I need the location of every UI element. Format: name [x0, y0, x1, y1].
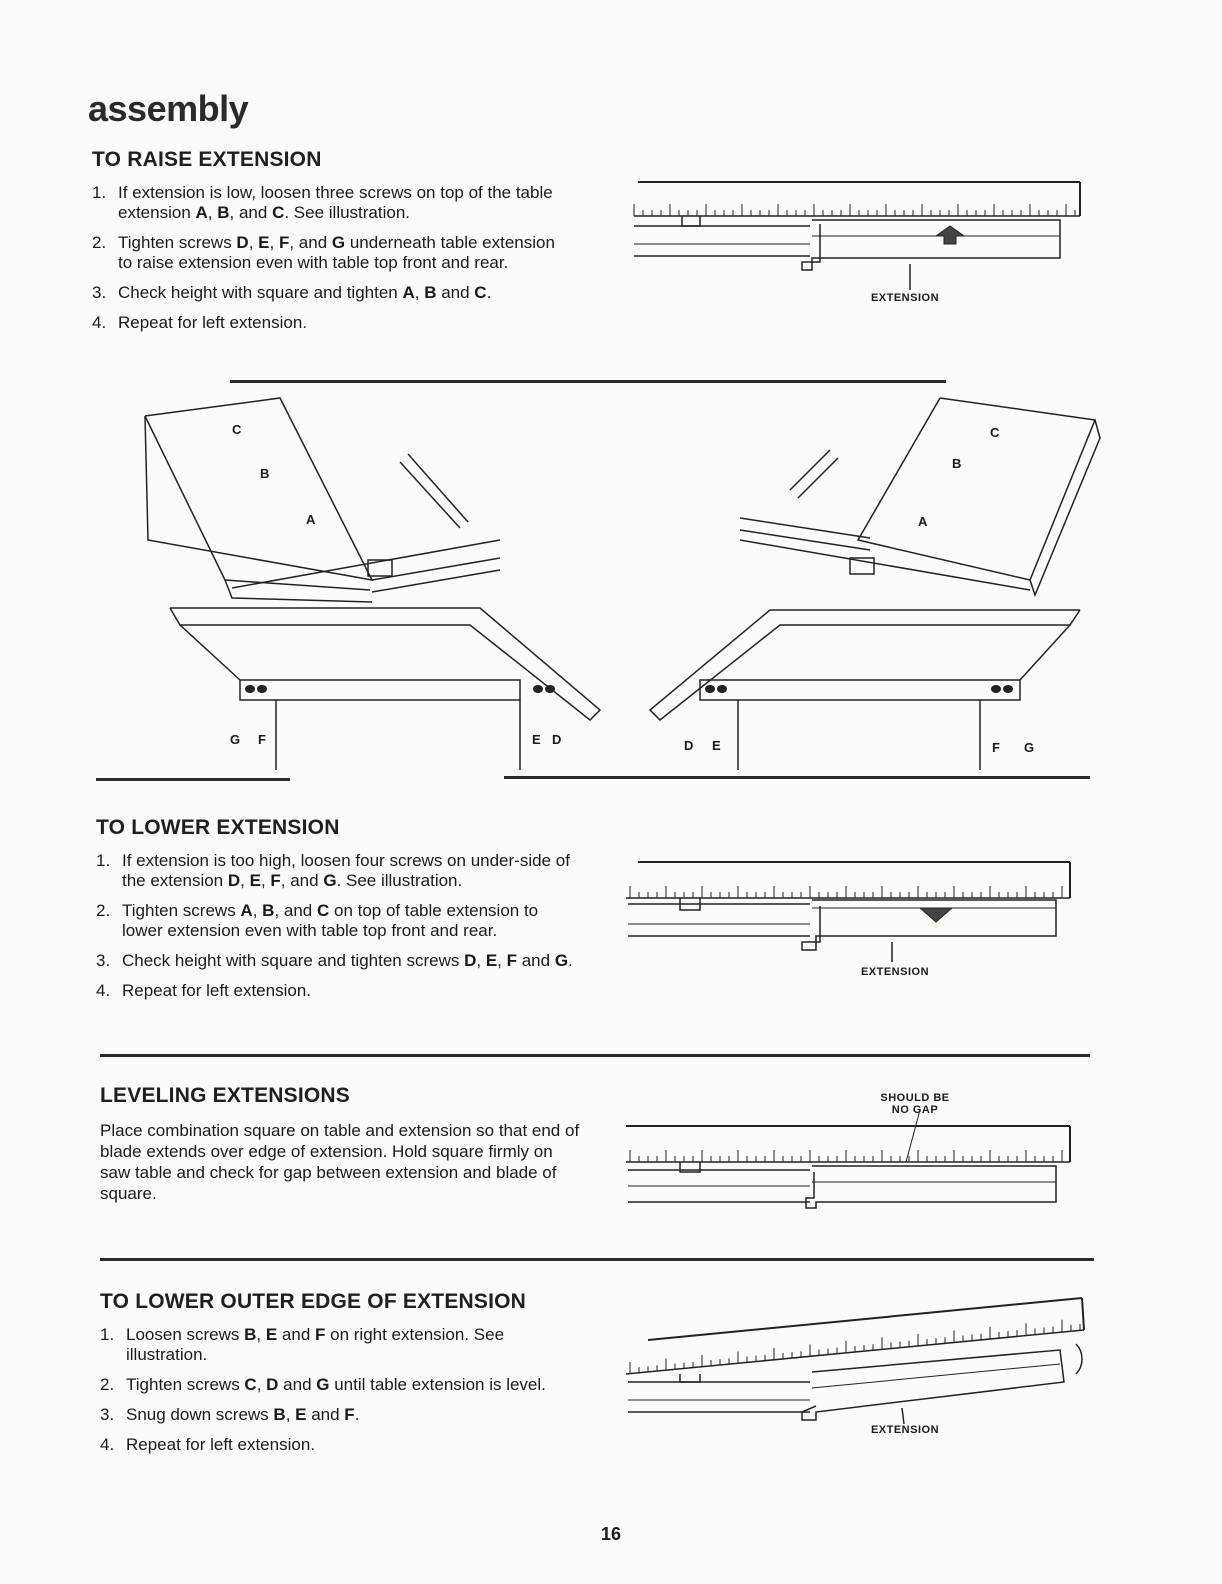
lower-steps	[96, 851, 576, 1011]
lower-square-diagram	[620, 858, 1080, 968]
outer-steps	[100, 1325, 580, 1465]
left-extension-top-view	[145, 398, 500, 602]
label-d-right: D	[684, 738, 694, 753]
extension-piece-tilted	[802, 1350, 1064, 1420]
lower-arrow-icon	[920, 908, 952, 922]
square-blade	[626, 1298, 1084, 1374]
square-blade	[626, 862, 1070, 898]
step-item	[100, 1405, 580, 1425]
divider	[504, 776, 1090, 779]
label-e-right: E	[712, 738, 721, 753]
step-text: Repeat for left extension.	[126, 1435, 316, 1454]
leveling-caption-line2: NO GAP	[891, 1104, 939, 1116]
step-item	[92, 313, 572, 333]
step-text: Snug down screws B, E and F.	[126, 1405, 360, 1424]
step-text: Check height with square and tighten screws D, E, F and G.	[122, 951, 573, 970]
raise-square-diagram	[620, 178, 1090, 308]
step-item	[92, 233, 572, 273]
outer-heading: TO LOWER OUTER EDGE OF EXTENSION	[100, 1290, 527, 1313]
step-text: Loosen screws B, E and F on right extension. See illustration.	[126, 1325, 505, 1364]
label-g-right: G	[1024, 740, 1035, 755]
step-number: 2.	[92, 233, 107, 252]
ruler-ticks	[634, 204, 1075, 216]
table-surface	[628, 898, 810, 936]
screw-location-illustration	[0, 380, 1222, 800]
step-text: If extension is low, loosen three screws on top of the table extension A, B, and C. See illustration.	[118, 183, 553, 222]
raise-steps	[92, 183, 572, 343]
step-number: 1.	[92, 183, 107, 202]
square-blade	[634, 182, 1080, 216]
divider	[100, 1258, 1094, 1261]
step-number: 3.	[96, 951, 111, 970]
divider	[96, 778, 290, 781]
divider	[100, 1054, 1090, 1057]
outer-edge-square-diagram	[620, 1296, 1100, 1426]
step-item	[100, 1435, 580, 1455]
page-title: assembly	[88, 88, 249, 129]
step-item	[100, 1375, 580, 1395]
leveling-paragraph: Place combination square on table and extension so that end of blade extends over edge of extension. Hold square firmly on saw table and check for gap between extension and blade of square.	[100, 1121, 580, 1203]
right-extension-top-view	[740, 398, 1100, 595]
step-item	[96, 901, 576, 941]
raise-heading: TO RAISE EXTENSION	[92, 148, 322, 171]
label-d-left: D	[552, 732, 562, 747]
label-g-left: G	[230, 732, 241, 747]
extension-piece	[806, 1166, 1056, 1208]
raise-arrow-icon	[936, 226, 964, 244]
step-number: 2.	[96, 901, 111, 920]
step-number: 4.	[92, 313, 107, 332]
label-a-right: A	[918, 514, 928, 529]
raise-caption: EXTENSION	[870, 292, 940, 304]
page-number: 16	[600, 1524, 622, 1544]
label-c-left: C	[232, 422, 242, 437]
step-number: 4.	[100, 1435, 115, 1454]
label-b-left: B	[260, 466, 270, 481]
step-number: 1.	[96, 851, 111, 870]
step-text: Tighten screws C, D and G until table extension is level.	[126, 1375, 546, 1394]
step-text: Repeat for left extension.	[118, 313, 308, 332]
leveling-square-diagram	[620, 1110, 1082, 1210]
step-text: Repeat for left extension.	[122, 981, 312, 1000]
ruler-ticks	[630, 886, 1062, 898]
leveling-caption-line1: SHOULD BE	[880, 1092, 950, 1104]
table-surface	[628, 1162, 810, 1202]
outer-caption: EXTENSION	[870, 1424, 940, 1436]
step-text: Check height with square and tighten A, B and C.	[118, 283, 492, 302]
table-surface	[628, 1374, 810, 1412]
extension-piece	[802, 220, 1060, 270]
step-number: 4.	[96, 981, 111, 1000]
step-number: 3.	[100, 1405, 115, 1424]
step-text: Tighten screws D, E, F, and G underneath table extension to raise extension even with table top front and rear.	[118, 233, 555, 272]
leveling-heading: LEVELING EXTENSIONS	[100, 1084, 351, 1107]
label-f-right: F	[992, 740, 1000, 755]
step-item	[96, 951, 576, 971]
lower-caption: EXTENSION	[860, 966, 930, 978]
label-b-right: B	[952, 456, 962, 471]
ruler-ticks	[630, 1150, 1062, 1162]
label-f-left: F	[258, 732, 266, 747]
step-text: If extension is too high, loosen four screws on under-side of the extension D, E, F, and G. See illustration.	[122, 851, 570, 890]
lower-heading: TO LOWER EXTENSION	[96, 816, 340, 839]
step-number: 3.	[92, 283, 107, 302]
step-text: Tighten screws A, B, and C on top of table extension to lower extension even with table top front and rear.	[122, 901, 539, 940]
label-e-left: E	[532, 732, 541, 747]
ruler-ticks	[630, 1320, 1080, 1374]
step-item	[92, 283, 572, 303]
label-c-right: C	[990, 425, 1000, 440]
step-item	[96, 851, 576, 891]
tilt-arrow-icon	[1076, 1344, 1082, 1374]
step-item	[100, 1325, 580, 1365]
square-blade	[626, 1126, 1070, 1162]
step-item	[92, 183, 572, 223]
label-a-left: A	[306, 512, 316, 527]
step-number: 1.	[100, 1325, 115, 1344]
caption-leader	[902, 1408, 904, 1424]
step-item	[96, 981, 576, 1001]
step-number: 2.	[100, 1375, 115, 1394]
table-surface	[634, 216, 810, 256]
